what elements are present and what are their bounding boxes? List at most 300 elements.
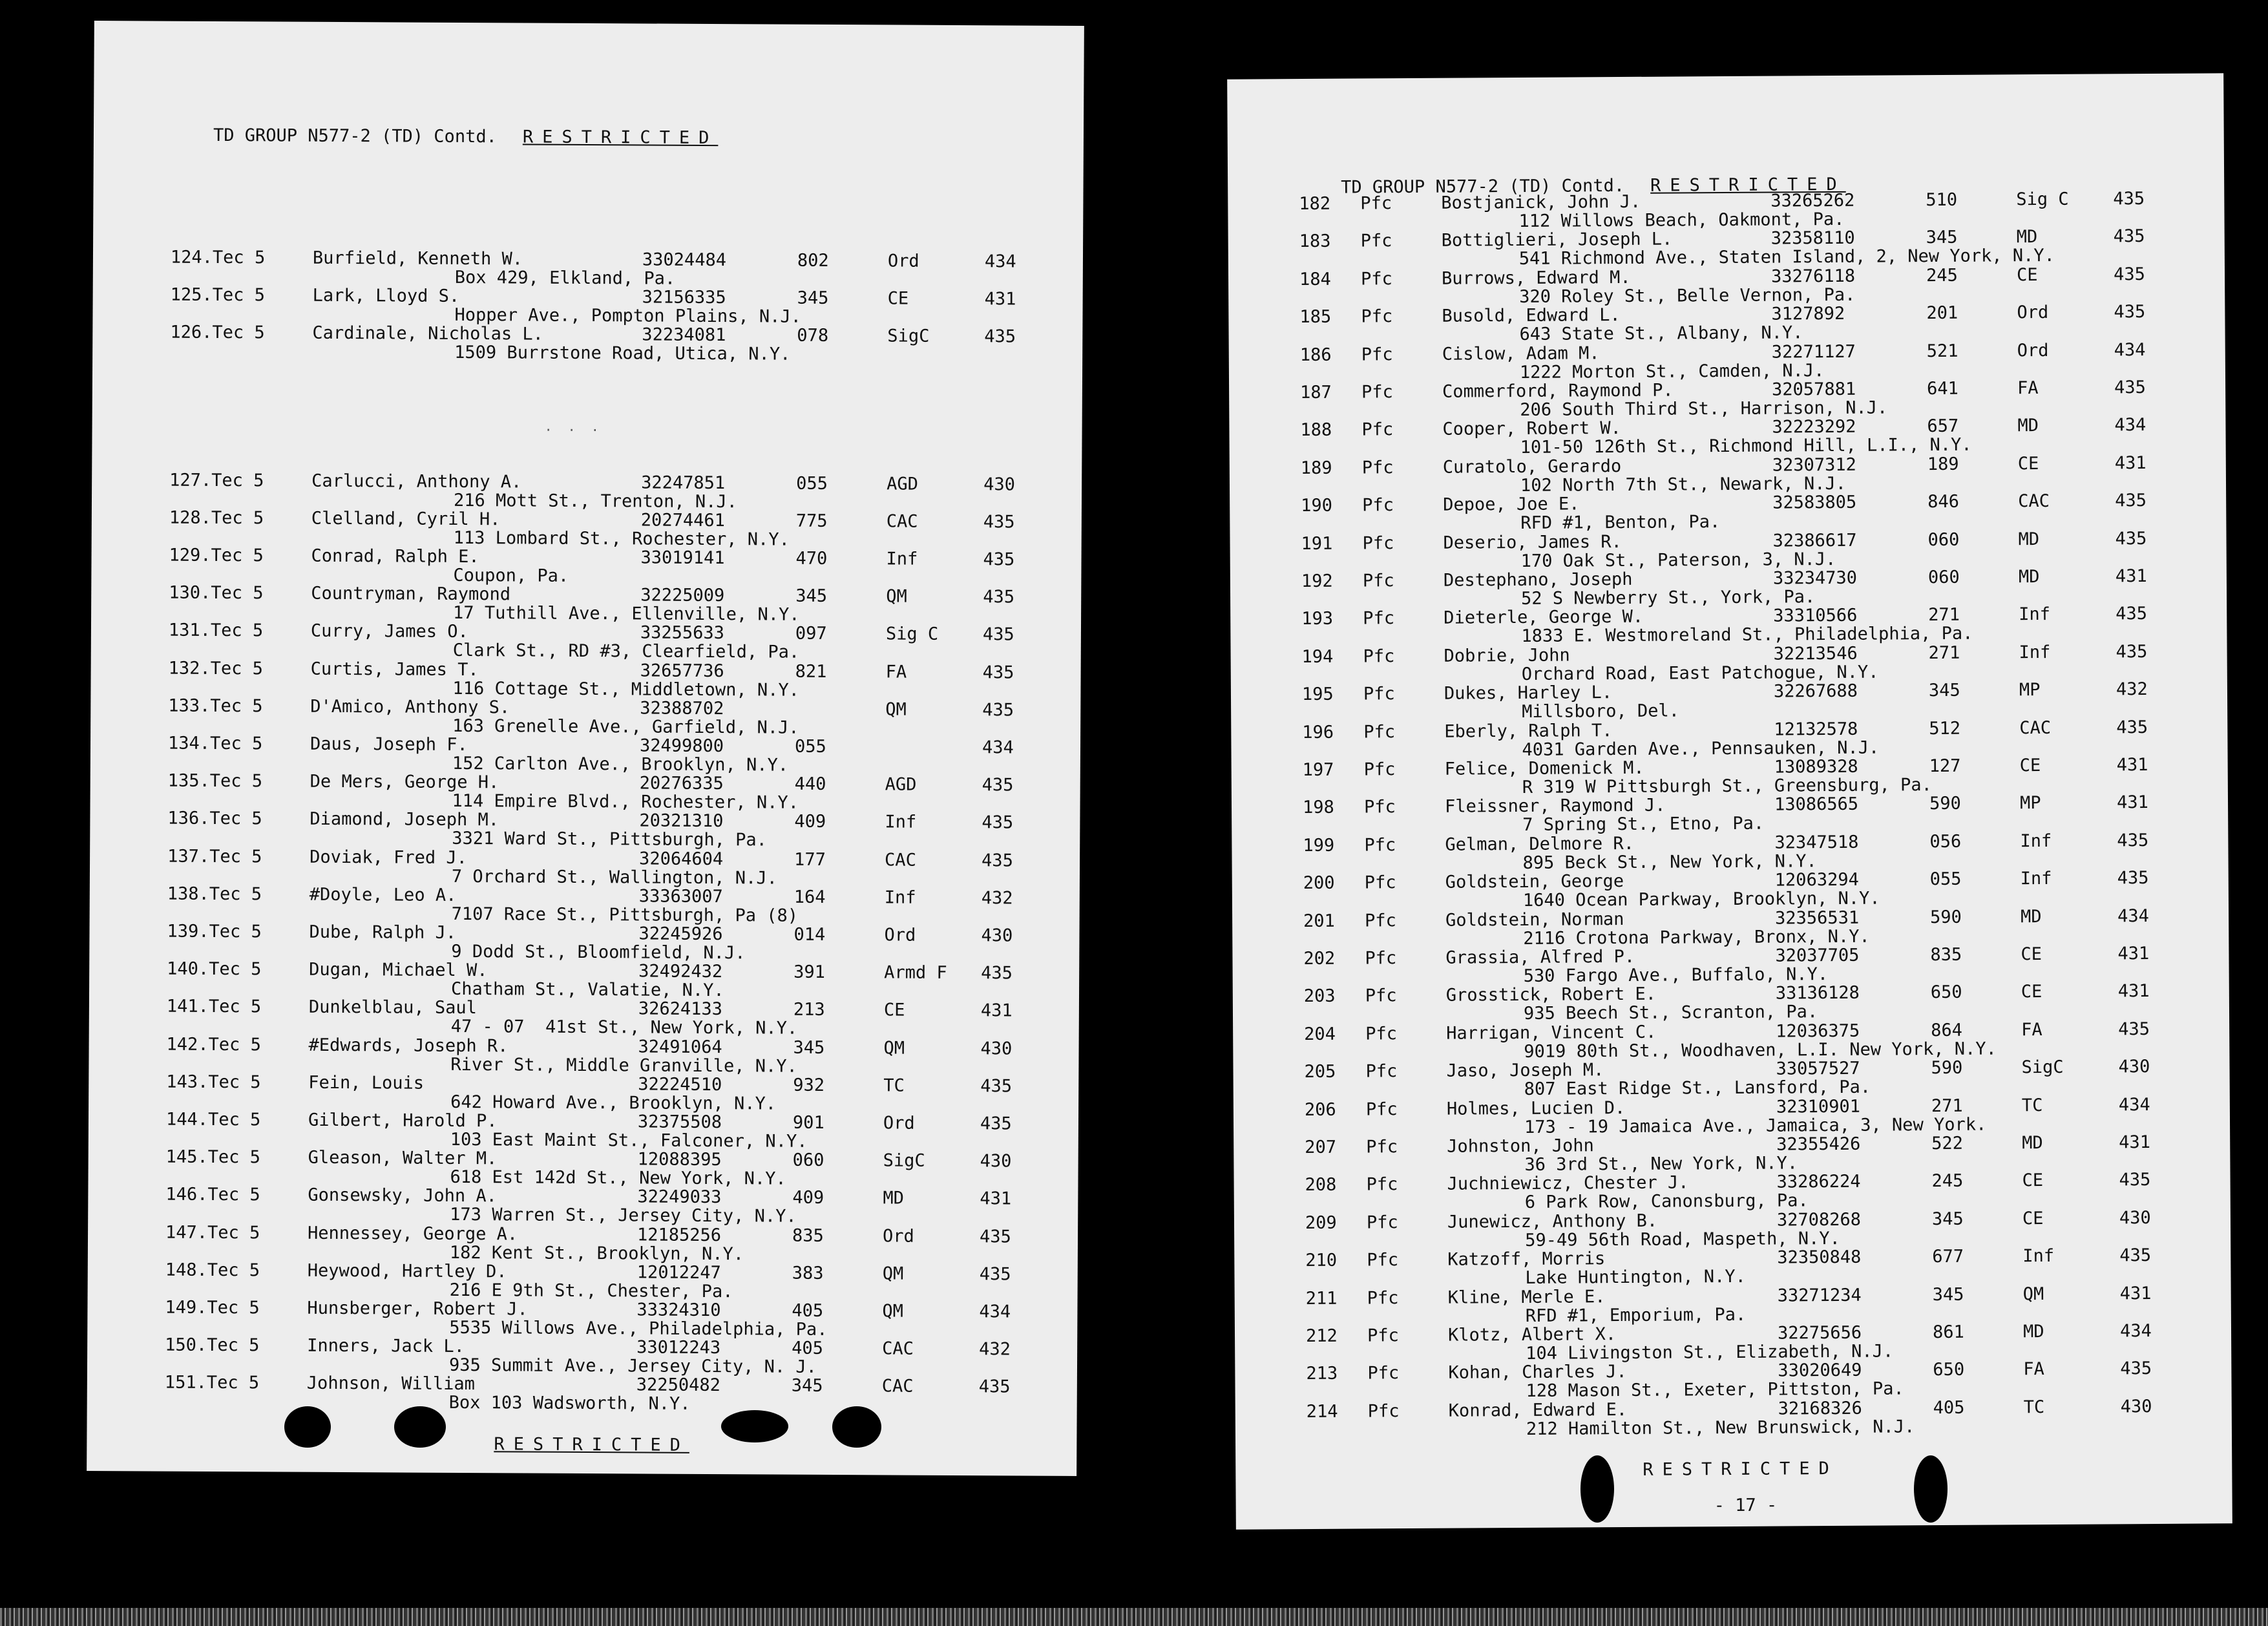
- rank: Tec 5: [207, 1335, 260, 1356]
- serial-number: 33057527: [1776, 1058, 1860, 1079]
- specialty-code: 245: [1926, 265, 1958, 286]
- specialty-code: 590: [1930, 907, 1962, 927]
- soldier-name: Fleissner, Raymond J.: [1444, 795, 1666, 818]
- soldier-name: Junewicz, Anthony B.: [1447, 1210, 1658, 1232]
- row-number: 137.: [167, 846, 210, 867]
- column-code: 431: [984, 289, 1016, 310]
- address: 541 Richmond Ave., Staten Island, 2, New York, N.Y.: [1518, 246, 2055, 269]
- branch: Armd F: [884, 962, 947, 984]
- specialty-code: 177: [794, 849, 826, 870]
- table-row: [90, 733, 1080, 776]
- branch: Inf: [2019, 604, 2051, 625]
- row-number: 133.: [168, 695, 211, 716]
- branch: Inf: [886, 549, 918, 569]
- specialty-code: 677: [1932, 1246, 1964, 1267]
- table-row: [1235, 1283, 2231, 1326]
- branch: Ord: [882, 1226, 914, 1247]
- row-number: 191: [1301, 533, 1333, 554]
- specialty-code: 271: [1928, 605, 1960, 626]
- serial-number: 20274461: [640, 510, 725, 531]
- table-row: [90, 695, 1080, 738]
- table-row: [1230, 565, 2227, 609]
- soldier-name: Juchniewicz, Chester J.: [1447, 1172, 1689, 1195]
- serial-number: 33255633: [640, 622, 725, 644]
- table-row: [92, 507, 1082, 550]
- serial-number: 32057881: [1772, 379, 1856, 400]
- row-number: 139.: [167, 921, 209, 942]
- restricted-label: RESTRICTED: [1650, 174, 1846, 196]
- specialty-code: 271: [1931, 1095, 1963, 1116]
- column-code: 430: [2120, 1396, 2152, 1417]
- table-row: [1231, 679, 2227, 722]
- serial-number: 32307312: [1772, 454, 1856, 476]
- specialty-code: 522: [1931, 1133, 1964, 1154]
- soldier-name: Heywood, Hartley D.: [307, 1260, 507, 1282]
- branch: CE: [883, 1000, 905, 1020]
- rank: Tec 5: [208, 1034, 261, 1055]
- address: 1509 Burrstone Road, Utica, N.Y.: [454, 343, 791, 365]
- branch: SigC: [887, 326, 930, 347]
- serial-number: 32386617: [1772, 530, 1857, 551]
- rank: Pfc: [1360, 231, 1392, 251]
- column-code: 431: [2117, 981, 2150, 1002]
- soldier-name: Gleason, Walter M.: [308, 1147, 498, 1169]
- row-number: 214: [1306, 1401, 1338, 1422]
- soldier-name: Klotz, Albert X.: [1447, 1324, 1617, 1346]
- soldier-name: Fein, Louis: [308, 1072, 425, 1093]
- rank: Tec 5: [209, 808, 262, 829]
- specialty-code: 861: [1932, 1322, 1964, 1343]
- soldier-name: Dugan, Michael W.: [309, 959, 488, 981]
- ink-blot: [1580, 1455, 1614, 1523]
- row-number: 194: [1301, 646, 1334, 667]
- soldier-name: Dukes, Harley L.: [1444, 682, 1613, 704]
- rank: Pfc: [1362, 495, 1394, 516]
- table-row: [90, 658, 1080, 701]
- address: 618 Est 142d St., New York, N.Y.: [450, 1167, 786, 1189]
- table-row: [1228, 226, 2225, 269]
- column-code: 434: [2117, 905, 2149, 926]
- soldier-name: De Mers, George H.: [310, 771, 499, 793]
- address: Box 429, Elkland, Pa.: [454, 267, 676, 289]
- specialty-code: 164: [793, 887, 826, 907]
- address: R 319 W Pittsburgh St., Greensburg, Pa.: [1522, 775, 1932, 797]
- row-number: 198: [1302, 797, 1334, 818]
- address: Hopper Ave., Pompton Plains, N.J.: [454, 305, 802, 327]
- restricted-label: RESTRICTED: [522, 127, 719, 149]
- branch: MD: [2018, 529, 2040, 549]
- rank: Pfc: [1361, 382, 1393, 403]
- address: 320 Roley St., Belle Vernon, Pa.: [1519, 284, 1856, 307]
- table-row: [1233, 981, 2229, 1024]
- address: 36 3rd St., New York, N.Y.: [1524, 1153, 1798, 1175]
- serial-number: 13086565: [1774, 794, 1859, 815]
- rank: Tec 5: [206, 1373, 260, 1393]
- specialty-code: 271: [1928, 642, 1960, 663]
- column-code: 435: [2117, 830, 2149, 851]
- specialty-code: 060: [1927, 529, 1960, 550]
- column-code: 435: [983, 512, 1015, 533]
- row-number: 205: [1304, 1061, 1336, 1082]
- address: RFD #1, Benton, Pa.: [1520, 512, 1721, 534]
- row-number: 195: [1301, 684, 1334, 705]
- column-code: 435: [982, 700, 1014, 721]
- soldier-name: Cislow, Adam M.: [1442, 343, 1600, 364]
- serial-number: 33136128: [1775, 983, 1860, 1004]
- branch: Inf: [885, 812, 917, 833]
- table-row: [92, 322, 1082, 364]
- address: 9019 80th St., Woodhaven, L.I. New York, N.Y.: [1524, 1039, 1997, 1062]
- column-code: 435: [982, 850, 1013, 871]
- column-code: 435: [978, 1377, 1011, 1397]
- branch: Sig C: [885, 624, 939, 645]
- serial-number: 32224510: [638, 1074, 722, 1095]
- specialty-code: 189: [1927, 454, 1959, 474]
- row-number: 143.: [166, 1072, 209, 1092]
- branch: QM: [885, 699, 907, 720]
- serial-number: 32247851: [641, 472, 726, 493]
- address: 113 Lombard St., Rochester, N.Y.: [453, 527, 790, 550]
- column-code: 431: [2114, 452, 2147, 474]
- page-header: [171, 105, 719, 168]
- table-row: [93, 247, 1083, 290]
- soldier-name: Conrad, Ralph E.: [311, 545, 479, 567]
- rank: Pfc: [1363, 608, 1395, 629]
- branch: Inf: [2020, 869, 2052, 889]
- serial-number: 33324310: [636, 1300, 721, 1321]
- branch: CE: [2016, 264, 2038, 286]
- address: Clark St., RD #3, Clearfield, Pa.: [452, 640, 800, 663]
- table-row: [92, 284, 1082, 327]
- row-number: 124.: [170, 247, 213, 268]
- table-row: [87, 1372, 1077, 1415]
- serial-number: 33310566: [1773, 606, 1858, 626]
- address: 7 Spring St., Etno, Pa.: [1522, 814, 1765, 836]
- column-code: 435: [2117, 868, 2149, 889]
- soldier-name: Diamond, Joseph M.: [310, 809, 499, 830]
- serial-number: 32388702: [640, 698, 724, 719]
- rank: Pfc: [1366, 1137, 1398, 1157]
- soldier-name: Johnston, John: [1447, 1135, 1594, 1157]
- serial-number: 33012243: [636, 1337, 721, 1358]
- address: 52 S Newberry St., York, Pa.: [1520, 587, 1816, 609]
- column-code: 435: [982, 662, 1014, 683]
- branch: Ord: [883, 1113, 915, 1134]
- branch: QM: [886, 586, 907, 607]
- serial-number: 13089328: [1774, 756, 1858, 777]
- column-code: 430: [980, 1038, 1013, 1059]
- branch: Inf: [2020, 830, 2052, 852]
- rank: Pfc: [1365, 986, 1397, 1006]
- table-row: [89, 958, 1079, 1001]
- rank: Pfc: [1365, 948, 1397, 969]
- branch: CE: [2021, 944, 2042, 965]
- row-number: 145.: [165, 1146, 208, 1168]
- serial-number: 32358110: [1770, 228, 1855, 249]
- rank: Tec 5: [209, 959, 262, 980]
- address: 216 Mott St., Trenton, N.J.: [453, 490, 737, 512]
- serial-number: 32355426: [1776, 1134, 1861, 1155]
- rank: Pfc: [1363, 721, 1396, 743]
- rank: Tec 5: [211, 507, 264, 529]
- column-code: 435: [982, 775, 1014, 796]
- row-number: 147.: [165, 1222, 208, 1243]
- specialty-code: 846: [1927, 492, 1960, 512]
- row-number: 213: [1306, 1364, 1338, 1384]
- rank: Tec 5: [207, 1297, 260, 1318]
- address: 114 Empire Blvd., Rochester, N.Y.: [452, 791, 799, 813]
- group-title: TD GROUP N577-2 (TD) Contd.: [1341, 175, 1625, 198]
- rank: Tec 5: [209, 883, 262, 905]
- specialty-code: 014: [793, 924, 826, 945]
- rank: Pfc: [1361, 419, 1394, 440]
- rank: Pfc: [1367, 1325, 1399, 1346]
- address: 101-50 126th St., Richmond Hill, L.I., N.Y.: [1520, 435, 1972, 458]
- rank: Pfc: [1367, 1363, 1400, 1384]
- rank: Tec 5: [209, 771, 263, 792]
- table-row: [90, 770, 1080, 813]
- row-number: 184: [1299, 269, 1331, 290]
- row-number: 142.: [166, 1034, 209, 1055]
- address: 642 Howard Ave., Brooklyn, N.Y.: [450, 1092, 777, 1114]
- branch: MD: [2018, 567, 2040, 587]
- specialty-code: 901: [792, 1112, 824, 1133]
- rank: Pfc: [1360, 268, 1392, 290]
- specialty-code: 835: [1930, 944, 1962, 966]
- branch: FA: [2021, 1019, 2042, 1040]
- branch: MD: [883, 1188, 904, 1209]
- soldier-name: Busold, Edward L.: [1442, 305, 1621, 326]
- branch: Inf: [2022, 1246, 2055, 1267]
- specialty-code: 641: [1927, 378, 1958, 399]
- specialty-code: 802: [797, 250, 829, 271]
- table-row: [89, 921, 1079, 964]
- row-number: 202: [1303, 948, 1336, 969]
- address: 103 East Maint St., Falconer, N.Y.: [450, 1129, 808, 1152]
- row-number: 201: [1303, 911, 1335, 931]
- address: Lake Huntington, N.Y.: [1525, 1267, 1746, 1289]
- rank: Pfc: [1364, 834, 1396, 856]
- address: 212 Hamilton St., New Brunswick, N.J.: [1526, 1417, 1915, 1439]
- row-number: 130.: [169, 582, 211, 604]
- table-row: [89, 1072, 1078, 1114]
- serial-number: 20276335: [639, 773, 724, 794]
- serial-number: 32310901: [1776, 1096, 1861, 1117]
- branch: Ord: [2017, 302, 2049, 323]
- table-row: [1233, 1019, 2229, 1062]
- soldier-name: Kohan, Charles J.: [1448, 1362, 1627, 1384]
- rank: Pfc: [1365, 1061, 1398, 1082]
- row-number: 150.: [165, 1335, 207, 1356]
- column-code: 435: [2116, 717, 2148, 737]
- branch: CAC: [882, 1338, 914, 1359]
- row-number: 203: [1303, 986, 1336, 1007]
- rank: Tec 5: [210, 695, 263, 717]
- soldier-name: Cooper, Robert W.: [1442, 418, 1621, 440]
- address: 6 Park Row, Canonsburg, Pa.: [1524, 1190, 1809, 1213]
- branch: CE: [2022, 1208, 2044, 1229]
- soldier-name: Dobrie, John: [1444, 645, 1570, 666]
- specialty-code: 512: [1929, 718, 1961, 739]
- row-number: 134.: [167, 733, 211, 754]
- soldier-name: Gelman, Delmore R.: [1445, 833, 1635, 855]
- specialty-code: 060: [1927, 567, 1960, 588]
- serial-number: 12063294: [1774, 869, 1859, 891]
- column-code: 434: [2114, 415, 2147, 436]
- rank: Tec 5: [212, 322, 265, 343]
- row-number: 211: [1305, 1288, 1338, 1309]
- row-number: 127.: [169, 470, 212, 491]
- column-code: 431: [2119, 1132, 2151, 1153]
- row-number: 186: [1299, 344, 1332, 365]
- address: 104 Livingston St., Elizabeth, N.J.: [1526, 1341, 1894, 1364]
- specialty-code: 055: [794, 736, 826, 757]
- rank: Pfc: [1365, 1099, 1398, 1120]
- table-row: [1232, 943, 2229, 986]
- column-code: 431: [2115, 566, 2147, 587]
- rank: Pfc: [1365, 1023, 1398, 1044]
- specialty-code: 383: [792, 1263, 824, 1283]
- row-number: 136.: [167, 808, 210, 829]
- specialty-code: 932: [793, 1075, 825, 1095]
- column-code: 435: [982, 624, 1014, 645]
- rank: Pfc: [1365, 910, 1396, 931]
- table-row: [87, 1297, 1077, 1340]
- row-number: 196: [1302, 722, 1334, 743]
- row-number: 135.: [167, 770, 210, 792]
- row-number: 129.: [169, 545, 211, 565]
- serial-number: 32271127: [1771, 341, 1856, 363]
- branch: MD: [2021, 906, 2042, 927]
- table-row: [1235, 1358, 2231, 1402]
- table-row: [90, 808, 1080, 850]
- soldier-name: Gilbert, Harold P.: [308, 1110, 498, 1132]
- soldier-name: Konrad, Edward E.: [1448, 1399, 1628, 1421]
- soldier-name: Johnson, William: [306, 1373, 476, 1395]
- branch: CE: [2022, 1170, 2044, 1191]
- address: 7107 Race St., Pittsburgh, Pa (8): [451, 903, 799, 926]
- soldier-name: Harrigan, Vincent C.: [1446, 1022, 1657, 1044]
- rank: Tec 5: [211, 583, 264, 604]
- address: 935 Summit Ave., Jersey City, N. J.: [448, 1355, 817, 1378]
- soldier-name: Bostjanick, John J.: [1441, 191, 1641, 213]
- serial-number: 32213546: [1773, 643, 1858, 664]
- rank: Pfc: [1361, 306, 1393, 327]
- table-row: [1232, 830, 2228, 873]
- branch: QM: [882, 1263, 904, 1284]
- branch: TC: [2023, 1397, 2045, 1418]
- row-number: 140.: [167, 958, 209, 980]
- branch: TC: [2021, 1095, 2043, 1115]
- specialty-code: 409: [792, 1188, 824, 1209]
- branch: QM: [883, 1038, 905, 1059]
- serial-number: 32491064: [638, 1037, 722, 1057]
- rank: Tec 5: [207, 1147, 261, 1168]
- rank: Pfc: [1360, 193, 1392, 214]
- soldier-name: Katzoff, Morris: [1447, 1249, 1606, 1270]
- column-code: 430: [981, 925, 1013, 946]
- serial-number: 32356531: [1775, 907, 1860, 929]
- rank: Pfc: [1361, 457, 1394, 478]
- column-code: 431: [2116, 755, 2148, 776]
- specialty-code: 391: [793, 962, 826, 983]
- address: Chatham St., Valatie, N.Y.: [450, 979, 724, 1001]
- table-row: [91, 620, 1081, 662]
- soldier-name: Curatolo, Gerardo: [1442, 456, 1622, 478]
- table-row: [1233, 1056, 2229, 1099]
- column-code: 431: [2119, 1283, 2152, 1304]
- table-row: [88, 1222, 1078, 1265]
- branch: CAC: [2019, 717, 2052, 738]
- branch: FA: [2023, 1359, 2044, 1380]
- address: 216 E 9th St., Chester, Pa.: [449, 1280, 733, 1302]
- column-code: 431: [980, 1188, 1012, 1209]
- serial-number: 33286224: [1776, 1172, 1861, 1192]
- branch: CAC: [885, 850, 916, 871]
- soldier-name: D'Amico, Anthony S.: [310, 696, 510, 718]
- ink-blot: [394, 1406, 446, 1448]
- specialty-code: 345: [791, 1376, 823, 1397]
- address: 807 East Ridge St., Lansford, Pa.: [1524, 1077, 1871, 1100]
- branch: MD: [2022, 1322, 2044, 1342]
- serial-number: 33265262: [1770, 190, 1855, 211]
- address: 4031 Garden Ave., Pennsauken, N.J.: [1522, 737, 1880, 760]
- address: Millsboro, Del.: [1522, 701, 1680, 723]
- rank: Tec 5: [207, 1185, 260, 1205]
- ink-blot: [1914, 1455, 1948, 1523]
- branch: CE: [887, 288, 909, 309]
- column-code: 435: [2113, 264, 2145, 285]
- row-number: 128.: [169, 507, 211, 528]
- specialty-code: 097: [795, 624, 827, 644]
- rank: Pfc: [1361, 344, 1393, 365]
- column-code: 435: [2114, 302, 2146, 322]
- column-code: 435: [979, 1264, 1011, 1285]
- table-row: [91, 545, 1081, 587]
- rank: Tec 5: [207, 1260, 260, 1281]
- table-row: [1228, 188, 2224, 231]
- soldier-name: Dube, Ralph J.: [309, 922, 457, 943]
- column-code: 435: [2119, 1245, 2152, 1266]
- branch: CE: [2019, 755, 2041, 776]
- rank: Pfc: [1366, 1212, 1398, 1233]
- soldier-name: Curtis, James T.: [310, 659, 479, 680]
- branch: FA: [885, 662, 907, 682]
- soldier-name: Commerford, Raymond P.: [1442, 380, 1674, 402]
- row-number: 193: [1301, 609, 1334, 629]
- row-number: 183: [1299, 231, 1331, 252]
- column-code: 435: [2116, 604, 2148, 624]
- column-code: 434: [979, 1302, 1011, 1322]
- specialty-code: 521: [1926, 341, 1958, 361]
- soldier-name: Burfield, Kenneth W.: [312, 248, 523, 269]
- specialty-code: 650: [1933, 1360, 1965, 1380]
- table-row: [1231, 717, 2227, 760]
- address: River St., Middle Granville, N.Y.: [450, 1054, 797, 1077]
- column-code: 435: [2119, 1170, 2151, 1190]
- branch: Inf: [2019, 642, 2051, 663]
- row-number: 207: [1305, 1137, 1337, 1158]
- table-row: [1228, 301, 2225, 344]
- column-code: 432: [2116, 679, 2148, 700]
- soldier-name: Dieterle, George W.: [1444, 607, 1644, 629]
- branch: TC: [883, 1075, 905, 1096]
- specialty-code: 127: [1929, 755, 1961, 777]
- specialty-code: 056: [1929, 831, 1962, 852]
- column-code: 435: [979, 1226, 1011, 1247]
- specialty-code: 345: [797, 288, 829, 309]
- serial-number: 32492432: [638, 961, 723, 982]
